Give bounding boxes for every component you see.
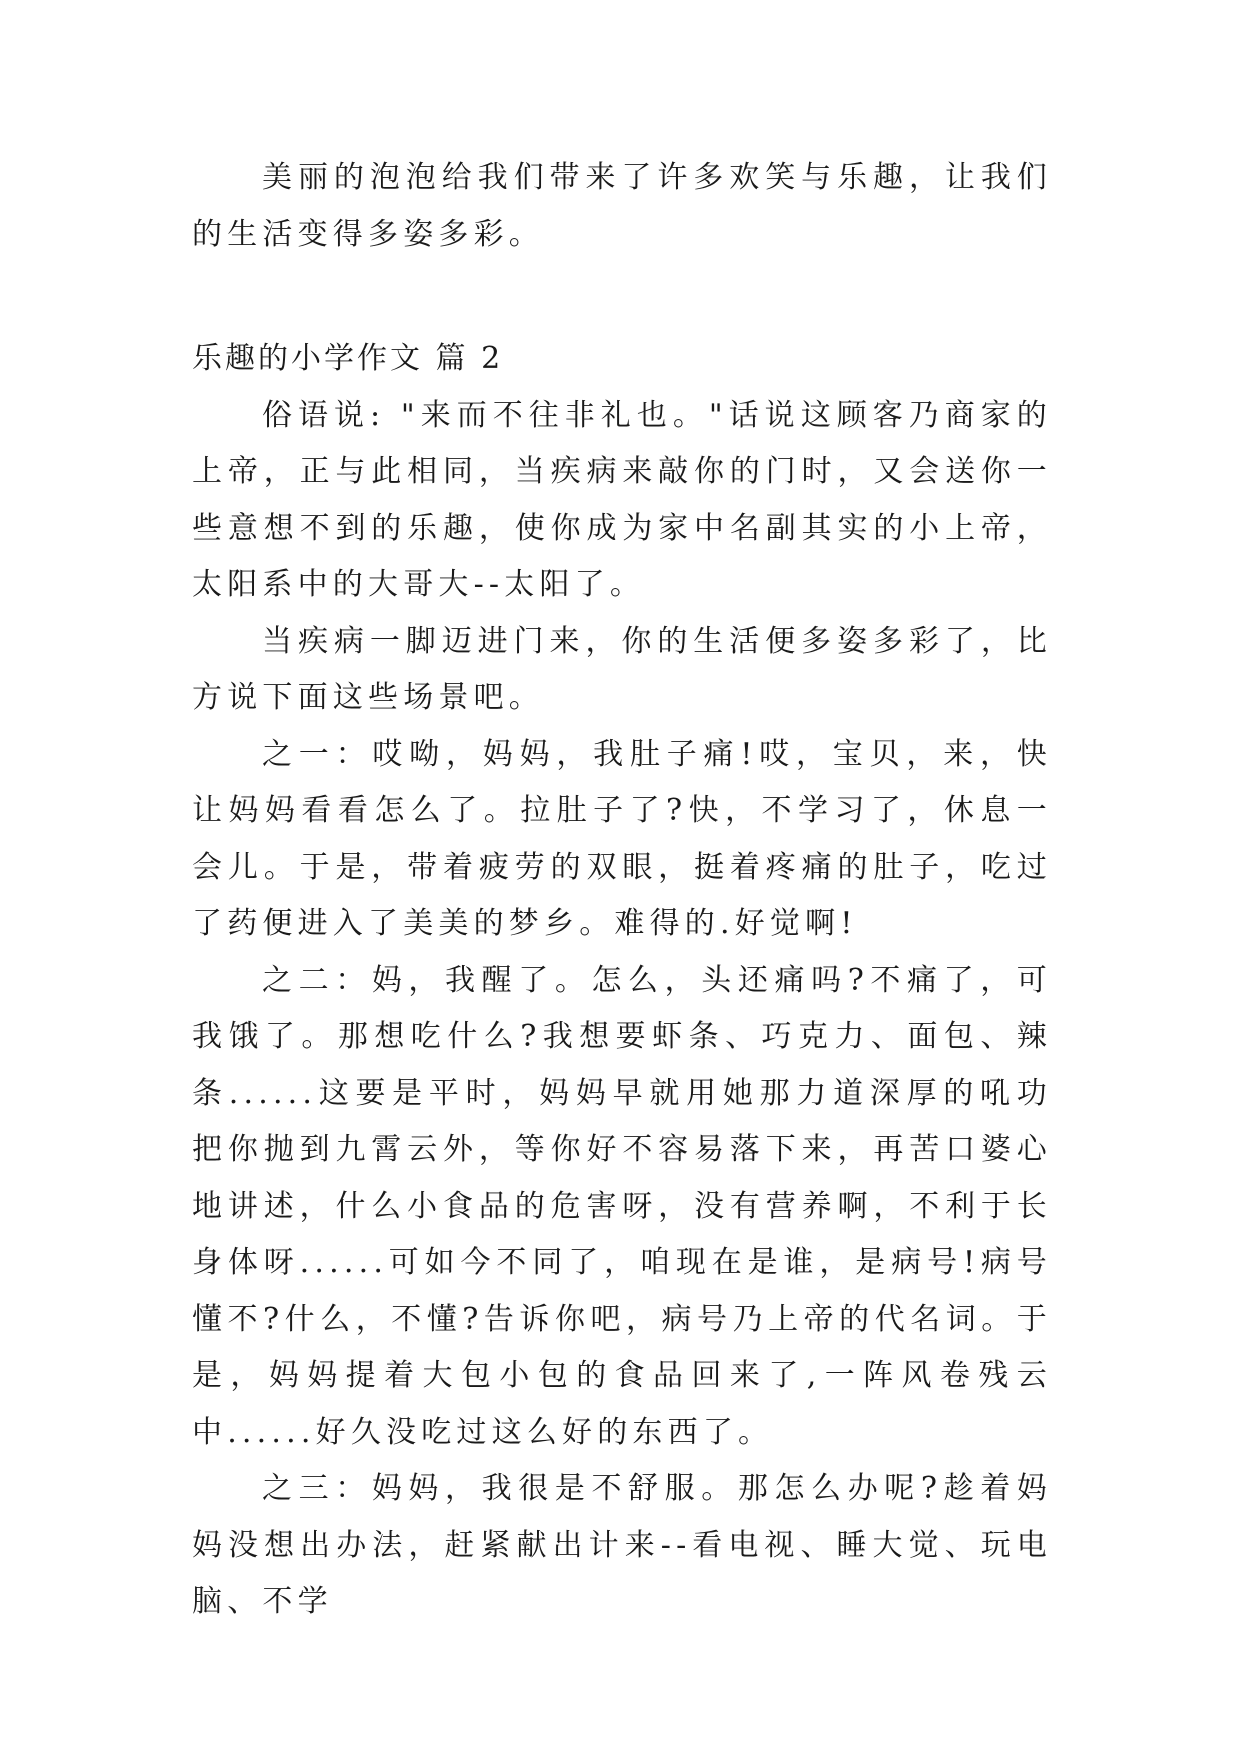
document-page [192,150,1052,1631]
paragraph-5: 之三：妈妈，我很是不舒服。那怎么办呢?趁着妈妈没想出办法，赶紧献出计来--看电视、睡大觉、玩电脑、不学 [192,1471,1052,1619]
paragraph-2: 当疾病一脚迈进门来，你的生活便多姿多彩了，比方说下面这些场景吧。 [192,623,1052,715]
section-spacer [192,263,1052,331]
section-heading: 乐趣的小学作文 篇 2 [192,341,504,376]
paragraph-closing: 美丽的泡泡给我们带来了许多欢笑与乐趣，让我们的生活变得多姿多彩。 [192,160,1052,252]
paragraph-4: 之二：妈，我醒了。怎么，头还痛吗?不痛了，可我饿了。那想吃什么?我想要虾条、巧克力、面包、辣条......这要是平时，妈妈早就用她那力道深厚的吼功把你抛到九霄云外，等你好不容易落下来，再苦口婆心地讲述，什么小食品的危害呀，没有营养啊，不利于长身体呀......可如今不同了，咱现在是谁，是病号!病号懂不?什么，不懂?告诉你吧，病号乃上帝的代名词。于是，妈妈提着大包小包的食品回来了,一阵风卷残云中......好久没吃过这么好的东西了。 [192,962,1052,1450]
paragraph-3: 之一：哎呦，妈妈，我肚子痛!哎，宝贝，来，快让妈妈看看怎么了。拉肚子了?快，不学习了，休息一会儿。于是，带着疲劳的双眼，挺着疼痛的肚子，吃过了药便进入了美美的梦乡。难得的.好觉啊! [192,736,1052,941]
paragraph-1: 俗语说: "来而不往非礼也。"话说这顾客乃商家的上帝，正与此相同，当疾病来敲你的门时，又会送你一些意想不到的乐趣，使你成为家中名副其实的小上帝，太阳系中的大哥大--太阳了。 [192,397,1052,602]
